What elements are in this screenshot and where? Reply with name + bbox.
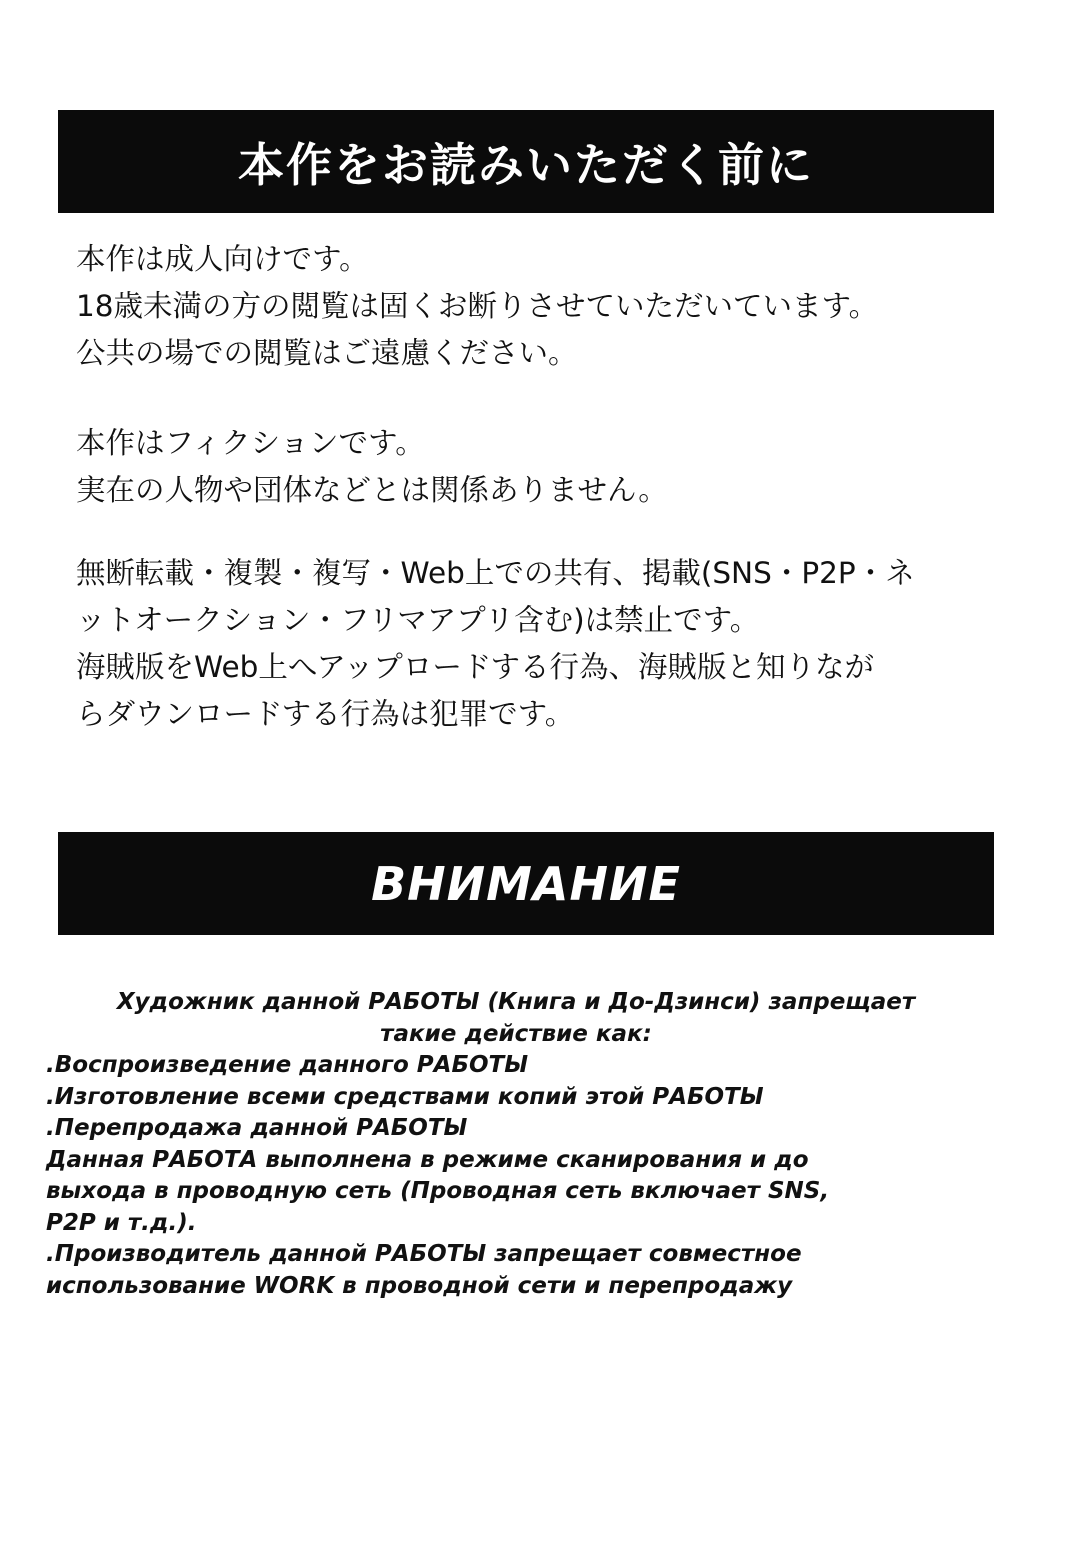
adult-content-notice xyxy=(76,236,996,377)
notice-line: Данная РАБОТА выполнена в режиме сканирования и до xyxy=(46,1146,809,1173)
copyright-notice xyxy=(76,550,996,738)
russian-notice-banner xyxy=(58,832,994,935)
notice-line: .Перепродажа данной РАБОТЫ xyxy=(46,1115,468,1141)
notice-line: 本作は成人向けです。 xyxy=(76,242,369,276)
japanese-notice-title: 本作をお読みいただく前に xyxy=(238,137,814,192)
notice-line: ットオークション・フリマアプリ含む)は禁止です。 xyxy=(76,603,760,637)
notice-intro-line: такие действие как: xyxy=(380,1020,652,1047)
notice-line: 公共の場での閲覧はご遠慮ください。 xyxy=(76,336,578,370)
notice-line: .Воспроизведение данного РАБОТЫ xyxy=(46,1052,529,1078)
russian-notice-title: ВНИМАНИЕ xyxy=(371,856,681,911)
notice-intro-line: Художник данной РАБОТЫ (Книга и До-Дзинси) запрещает xyxy=(116,989,916,1015)
notice-line: .Изготовление всеми средствами копий этой РАБОТЫ xyxy=(46,1083,764,1110)
notice-line: использование WORK в проводной сети и перепродажу xyxy=(46,1272,793,1299)
notice-line: выхода в проводную сеть (Проводная сеть включает SNS, xyxy=(46,1178,830,1204)
notice-line: 海賊版をWeb上へアップロードする行為、海賊版と知りなが xyxy=(76,650,874,684)
notice-line: .Производитель данной РАБОТЫ запрещает совместное xyxy=(46,1241,802,1267)
japanese-notice-banner xyxy=(58,110,994,213)
notice-line: 18歳未満の方の閲覧は固くお断りさせていただいています。 xyxy=(76,289,879,323)
notice-line: らダウンロードする行為は犯罪です。 xyxy=(76,697,575,731)
notice-line: 実在の人物や団体などとは関係ありません。 xyxy=(76,473,668,507)
notice-line: P2P и т.д.). xyxy=(46,1209,197,1236)
russian-notice-text xyxy=(46,987,1006,1302)
notice-line: 本作はフィクションです。 xyxy=(76,426,425,460)
fiction-notice xyxy=(76,420,996,514)
notice-line: 無断転載・複製・複写・Web上での共有、掲載(SNS・P2P・ネ xyxy=(76,556,915,590)
